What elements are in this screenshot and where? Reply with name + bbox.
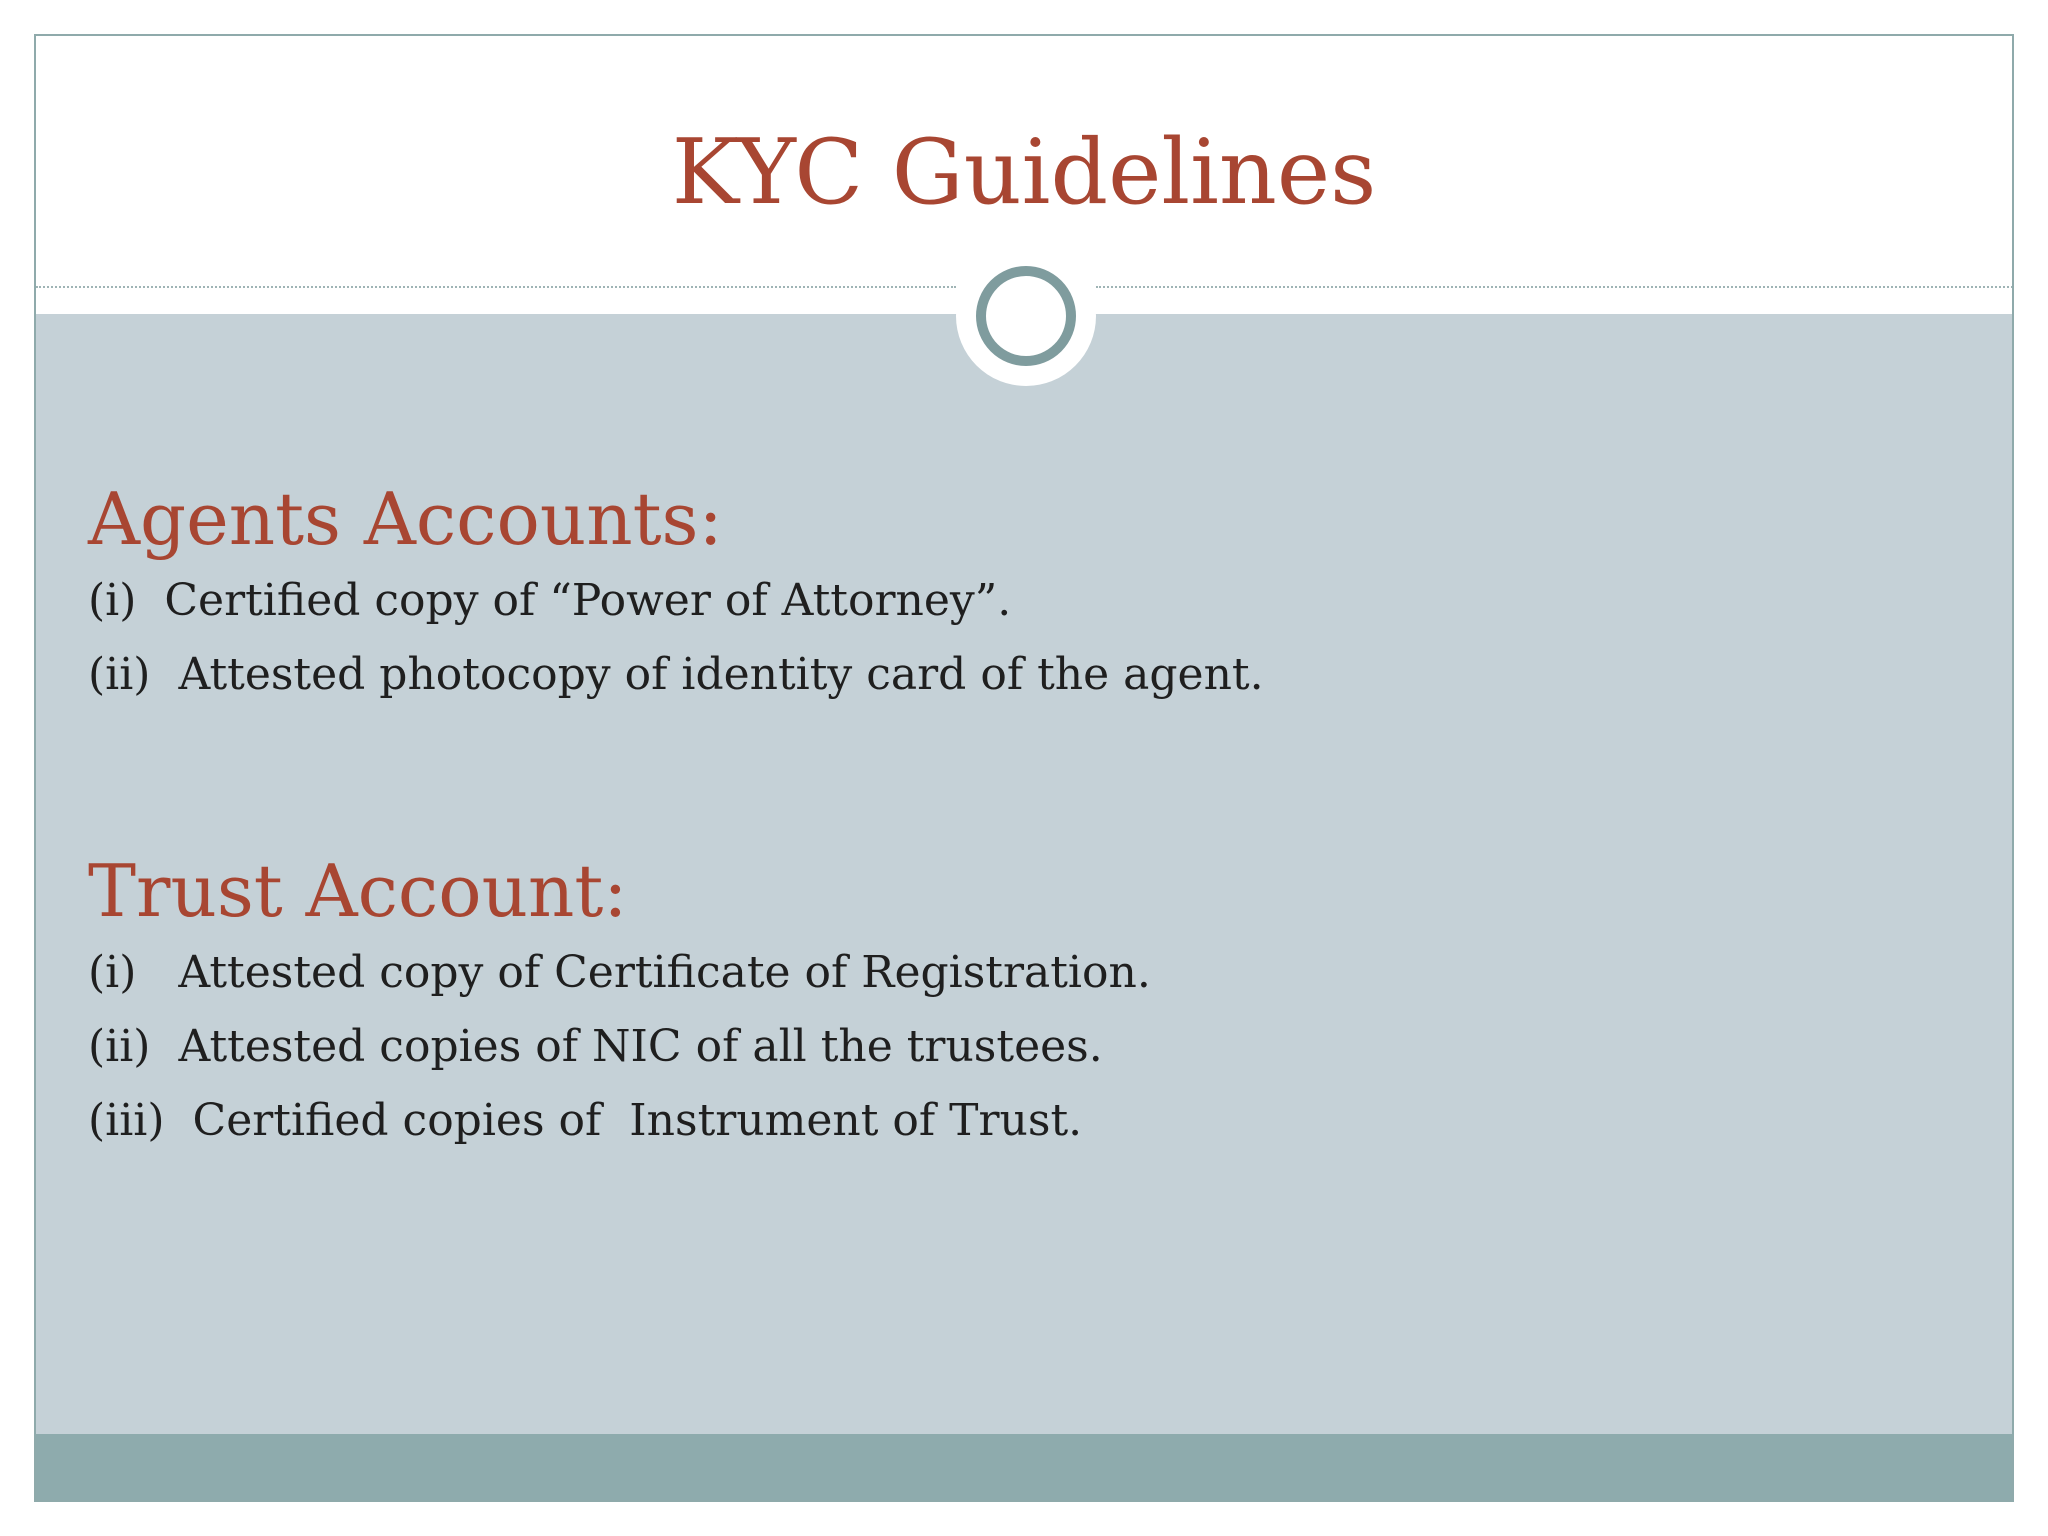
list-item: (i) Attested copy of Certificate of Registration. (88, 947, 1151, 998)
ring-icon (976, 266, 1076, 366)
list-item: (ii) Attested copies of NIC of all the trustees. (88, 1021, 1103, 1072)
item-list (88, 936, 1968, 1158)
section-trust-account (88, 848, 1968, 1158)
section-heading: Agents Accounts: (88, 477, 723, 561)
slide-title: KYC Guidelines (671, 120, 1377, 225)
list-item: (ii) Attested photocopy of identity card of the agent. (88, 649, 1264, 700)
section-agents-accounts (88, 476, 1968, 712)
section-heading: Trust Account: (88, 849, 628, 933)
footer-bar (36, 1434, 2012, 1502)
item-list (88, 564, 1968, 712)
divider-ornament (956, 246, 1096, 386)
list-item: (i) Certified copy of “Power of Attorney”. (88, 575, 1012, 626)
title-divider-right (1096, 286, 2014, 288)
list-item: (iii) Certified copies of Instrument of Trust. (88, 1095, 1083, 1146)
slide (34, 34, 2014, 1502)
title-divider-left (36, 286, 956, 288)
